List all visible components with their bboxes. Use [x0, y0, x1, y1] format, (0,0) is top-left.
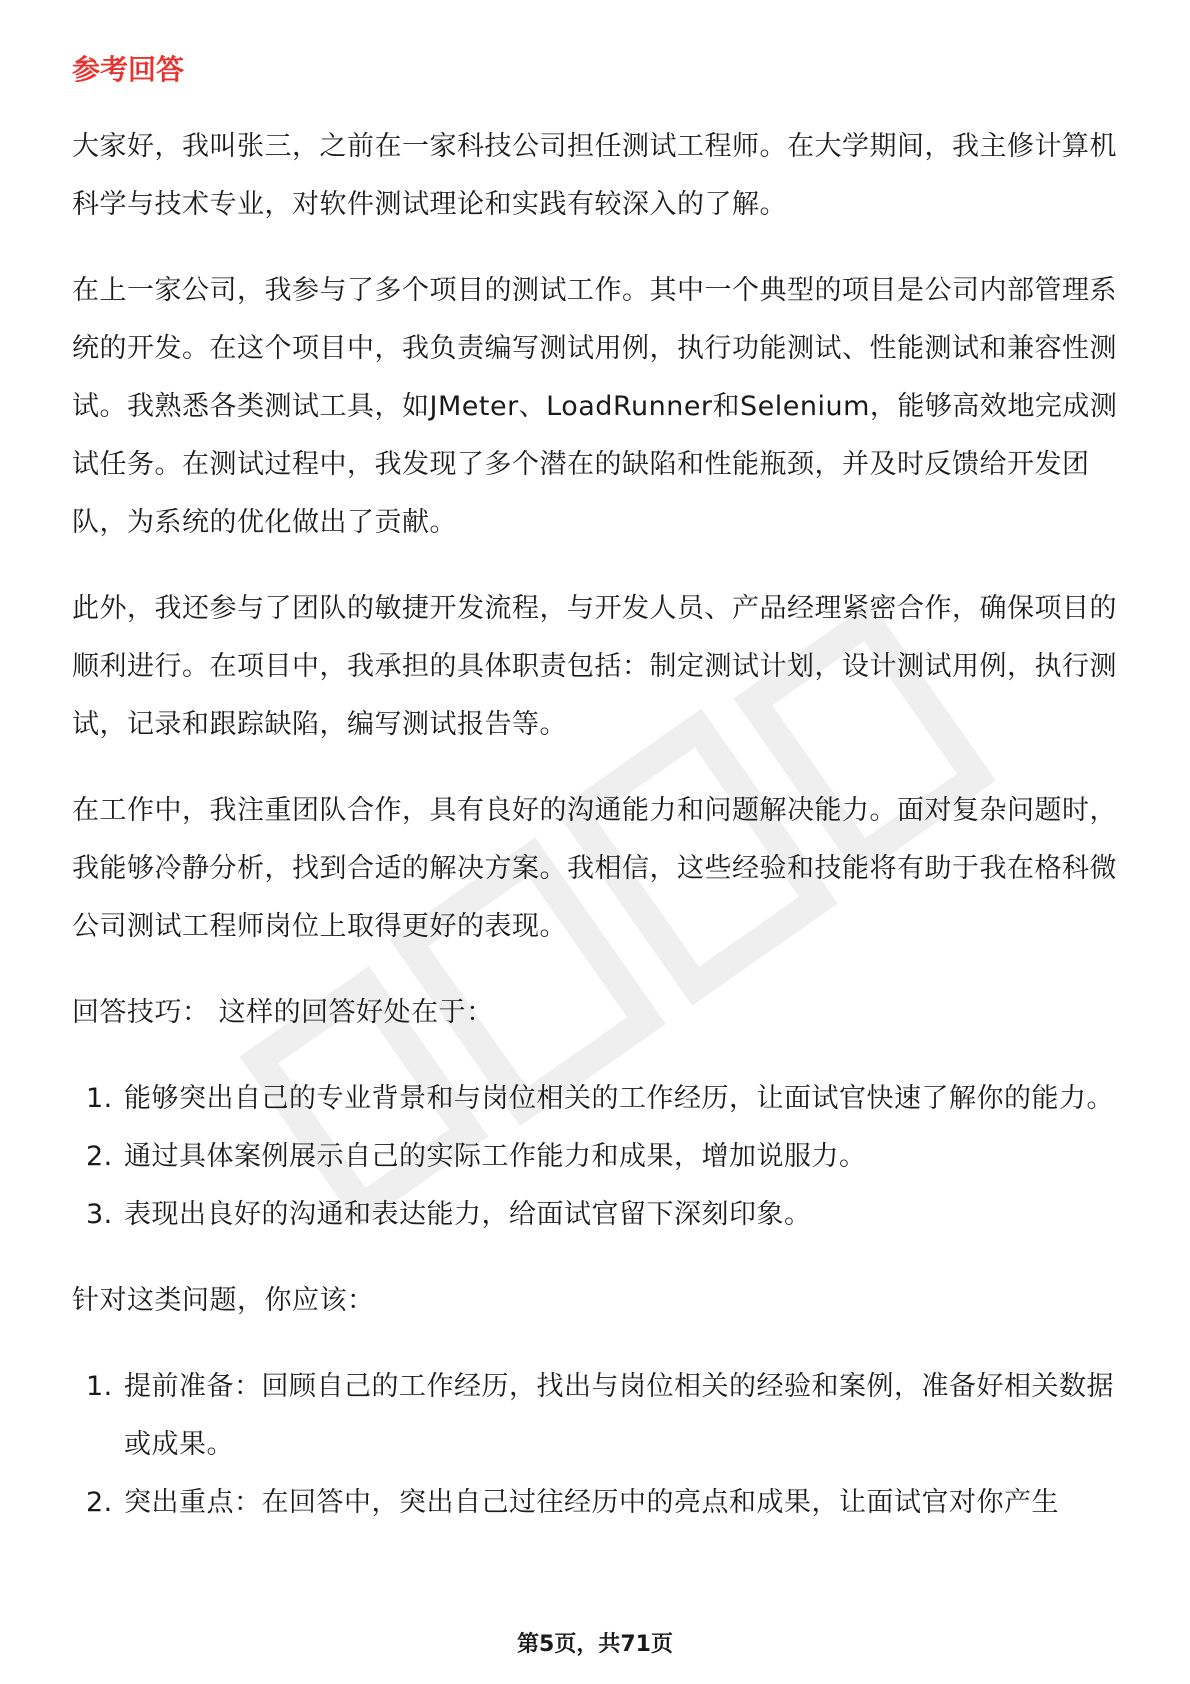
list-number: 1.	[86, 1083, 113, 1114]
list-text: 提前准备：回顾自己的工作经历，找出与岗位相关的经验和案例，准备好相关数据或成果。	[124, 1371, 1114, 1460]
list-item	[72, 1070, 1118, 1128]
list-text: 能够突出自己的专业背景和与岗位相关的工作经历，让面试官快速了解你的能力。	[124, 1083, 1114, 1114]
tips-intro: 回答技巧： 这样的回答好处在于：	[72, 997, 494, 1028]
tips-list	[72, 1070, 1118, 1244]
paragraph-agile: 此外，我还参与了团队的敏捷开发流程，与开发人员、产品经理紧密合作，确保项目的顺利进行。在项目中，我承担的具体职责包括：制定测试计划，设计测试用例，执行测试，记录和跟踪缺陷，编写测试报告等。	[72, 593, 1117, 740]
paragraph-experience: 在上一家公司，我参与了多个项目的测试工作。其中一个典型的项目是公司内部管理系统的开发。在这个项目中，我负责编写测试用例，执行功能测试、性能测试和兼容性测试。我熟悉各类测试工具，如JMeter、LoadRunner和Selenium，能够高效地完成测试任务。在测试过程中，我发现了多个潜在的缺陷和性能瓶颈，并及时反馈给开发团队，为系统的优化做出了贡献。	[72, 275, 1118, 538]
list-item	[72, 1186, 1118, 1244]
advice-intro: 针对这类问题，你应该：	[72, 1285, 375, 1316]
list-number: 2.	[86, 1141, 113, 1172]
list-text: 表现出良好的沟通和表达能力，给面试官留下深刻印象。	[124, 1199, 812, 1230]
document-page	[72, 50, 1118, 1560]
paragraph-teamwork: 在工作中，我注重团队合作，具有良好的沟通能力和问题解决能力。面对复杂问题时，我能够冷静分析，找到合适的解决方案。我相信，这些经验和技能将有助于我在格科微公司测试工程师岗位上取得更好的表现。	[72, 795, 1117, 942]
list-number: 3.	[86, 1199, 113, 1230]
list-text: 突出重点：在回答中，突出自己过往经历中的亮点和成果，让面试官对你产生	[124, 1487, 1059, 1518]
list-item	[72, 1128, 1118, 1186]
list-number: 1.	[86, 1371, 113, 1402]
answer-heading: 参考回答	[72, 53, 185, 86]
advice-list	[72, 1358, 1118, 1532]
paragraph-intro: 大家好，我叫张三，之前在一家科技公司担任测试工程师。在大学期间，我主修计算机科学与技术专业，对软件测试理论和实践有较深入的了解。	[72, 131, 1117, 220]
list-item	[72, 1358, 1118, 1474]
list-item	[72, 1474, 1118, 1532]
list-text: 通过具体案例展示自己的实际工作能力和成果，增加说服力。	[124, 1141, 867, 1172]
list-number: 2.	[86, 1487, 113, 1518]
page-number-footer: 第5页，共71页	[517, 1632, 673, 1657]
